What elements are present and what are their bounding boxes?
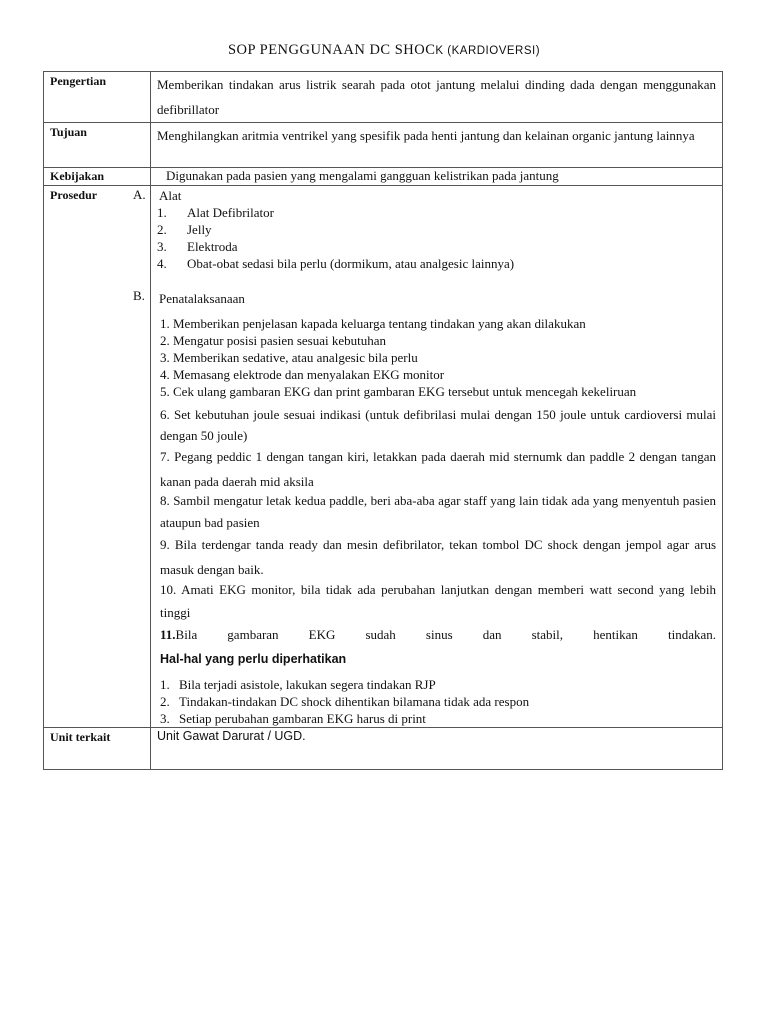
label-tujuan: Tujuan [44, 123, 151, 168]
row-kebijakan [44, 168, 723, 186]
step-11-text: Bila gambaran EKG sudah sinus dan stabil, hentikan tindakan. [175, 627, 716, 642]
title-main: SOP PENGGUNAAN DC SHOC [227, 42, 436, 58]
alat-item: 4. Obat-obat sedasi bila perlu (dormikum, atau analgesic lainnya) [157, 256, 515, 271]
alat-item: 2. Jelly [157, 222, 212, 237]
alat-item: 3. Elektroda [157, 239, 238, 254]
step-item: 9. Bila terdengar tanda ready dan mesin defibrilator, tekan tombol DC shock dengan jempol agar arus masuk dengan baik. [160, 537, 716, 577]
alat-list [157, 204, 716, 272]
hal-item: 2. Tindakan-tindakan DC shock dihentikan bilamana tidak ada respon [160, 694, 530, 709]
step-item: 7. Pegang peddic 1 dengan tangan kiri, letakkan pada daerah mid sternumk dan paddle 2 dengan tangan kanan pada daerah mid aksila [160, 449, 716, 489]
section-b-title: Penatalaksanaan [159, 291, 245, 306]
hal-list [157, 676, 716, 727]
label-unit-terkait: Unit terkait [44, 728, 151, 770]
kebijakan-text: Digunakan pada pasien yang mengalami gangguan kelistrikan pada jantung [151, 168, 723, 186]
section-b-letter: B. [133, 288, 145, 303]
prosedur-content [151, 186, 723, 728]
row-prosedur [44, 186, 723, 728]
label-prosedur-text: Prosedur [50, 188, 98, 202]
title-suffix: K (KARDIOVERSI) [435, 45, 541, 57]
step-item: 4. Memasang elektrode dan menyalakan EKG monitor [160, 367, 445, 382]
hal-item: 3. Setiap perubahan gambaran EKG harus di print [160, 711, 426, 726]
sop-table [43, 71, 723, 770]
step-item: 6. Set kebutuhan joule sesuai indikasi (untuk defibrilasi mulai dengan 150 joule untuk cardioversi mulai dengan 50 joule) [160, 407, 716, 443]
step-11-num: 11. [160, 627, 176, 642]
hal-title: Hal-hal yang perlu diperhatikan [160, 652, 347, 666]
row-pengertian [44, 72, 723, 123]
step-item: 5. Cek ulang gambaran EKG dan print gambaran EKG tersebut untuk mencegah kekeliruan [160, 384, 637, 399]
alat-item: 1. Alat Defibrilator [157, 205, 274, 220]
pengertian-text: Memberikan tindakan arus listrik searah pada otot jantung melalui dinding dada dengan menggunakan defibrillator [151, 72, 723, 123]
document-title [0, 42, 768, 59]
step-item: 8. Sambil mengatur letak kedua paddle, beri aba-aba agar staff yang lain tidak ada yang menyentuh pasien ataupun bad pasien [160, 493, 716, 530]
label-prosedur [44, 186, 151, 728]
section-a-letter: A. [133, 187, 146, 202]
hal-item: 1. Bila terjadi asistole, lakukan segera tindakan RJP [160, 677, 436, 692]
unit-text: Unit Gawat Darurat / UGD. [151, 728, 723, 770]
section-a-title: Alat [159, 188, 182, 203]
step-item-11 [160, 626, 716, 643]
steps-list [157, 315, 716, 643]
step-item: 1. Memberikan penjelasan kapada keluarga tentang tindakan yang akan dilakukan [160, 316, 586, 331]
label-pengertian: Pengertian [44, 72, 151, 123]
row-unit-terkait [44, 728, 723, 770]
label-kebijakan: Kebijakan [44, 168, 151, 186]
tujuan-text: Menghilangkan aritmia ventrikel yang spesifik pada henti jantung dan kelainan organic jantung lainnya [151, 123, 723, 168]
step-item: 10. Amati EKG monitor, bila tidak ada perubahan lanjutkan dengan memberi watt second yang lebih tinggi [160, 582, 716, 620]
step-item: 2. Mengatur posisi pasien sesuai kebutuhan [160, 333, 387, 348]
step-item: 3. Memberikan sedative, atau analgesic bila perlu [160, 350, 418, 365]
row-tujuan [44, 123, 723, 168]
